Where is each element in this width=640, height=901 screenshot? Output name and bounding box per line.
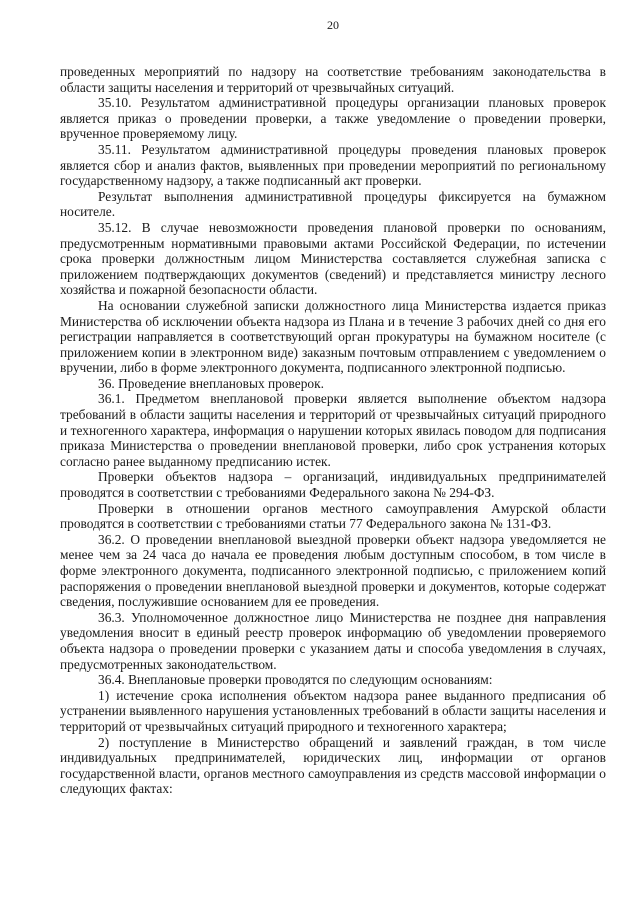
paragraph-exclusion-order: На основании служебной записки должностного лица Министерства издается приказ Министерства об исключении объекта надзора из Плана и в течение 3 рабочих дней со дня его регистрации направляется в соответствующий орган прокуратуры на бумажном носителе (с приложением копии в электронном виде) заказным почтовым отправлением с уведомлением о вручении, либо в форме электронного документа, подписанного электронной подписью. — [60, 297, 606, 376]
list-item-2: 2) поступление в Министерство обращений и заявлений граждан, в том числе индивидуальных предпринимателей, юридических лиц, информации от органов государственной власти, органов местного самоуправления из средств массовой информации о следующих фактах: — [60, 734, 606, 797]
section-heading-36: 36. Проведение внеплановых проверок. — [98, 375, 324, 391]
paragraph-35-11: 35.11. Результатом административной процедуры проведения плановых проверок является сбор и анализ фактов, выявленных при проведении мероприятий по региональному государственному надзору, а также подписанный акт проверки. — [60, 141, 606, 189]
list-item-1: 1) истечение срока исполнения объектом надзора ранее выданного предписания об устранении выявленного нарушения установленных требований в области защиты населения и территорий от чрезвычайных ситуаций природного и техногенного характера; — [60, 687, 606, 734]
document-page — [60, 18, 606, 797]
paragraph-organizations-inspections: Проверки объектов надзора – организаций, индивидуальных предпринимателей проводятся в соответствии с требованиями Федерального закона № 294-ФЗ. — [60, 469, 606, 501]
page-number: 20 — [327, 18, 339, 32]
paragraph-35-10: 35.10. Результатом административной процедуры организации плановых проверок является приказ о проведении проверки, а также уведомление о проведении проверки, врученное проверяемому лицу. — [60, 95, 606, 142]
paragraph-35-12: 35.12. В случае невозможности проведения плановой проверки по основаниям, предусмотренным нормативными правовыми актами Российской Федерации, по истечении срока проверки должностным лицом Министерства составляется служебная записка с приложением подтверждающих документов (сведений) и представляется министру лесного хозяйства и пожарной безопасности области. — [60, 219, 606, 298]
paragraph-result-recording: Результат выполнения административной процедуры фиксируется на бумажном носителе. — [60, 188, 606, 220]
paragraph-local-government-inspections: Проверки в отношении органов местного самоуправления Амурской области проводятся в соответствии с требованиями статьи 77 Федерального закона № 131-ФЗ. — [60, 500, 606, 532]
paragraph-36-2: 36.2. О проведении внеплановой выездной проверки объект надзора уведомляется не менее чем за 24 часа до начала ее проведения любым доступным способом, в том числе в форме электронного документа, подписанного электронной подписью, с приложением копий распоряжения о проведении внеплановой выездной проверки и документов, которые содержат сведения, послужившие основанием для ее проведения. — [60, 531, 606, 610]
paragraph-continuation: проведенных мероприятий по надзору на соответствие требованиям законодательства в области защиты населения и территорий от чрезвычайных ситуаций. — [60, 64, 606, 95]
paragraph-36-1: 36.1. Предметом внеплановой проверки является выполнение объектом надзора требований в области защиты населения и территорий от чрезвычайных ситуаций природного и техногенного характера, информация о нарушении которых явилась поводом для подписания приказа Министерства о проведении внеплановой проверки, либо срок устранения которых согласно ранее выданному предписанию истек. — [60, 391, 606, 469]
paragraph-36-3: 36.3. Уполномоченное должностное лицо Министерства не позднее дня направления уведомления вносит в единый реестр проверок информацию об уведомлении проверяемого объекта надзора о проведении проверки с указанием даты и способа уведомления в случаях, предусмотренных законодательством. — [60, 609, 606, 672]
paragraph-36-4: 36.4. Внеплановые проверки проводятся по следующим основаниям: — [98, 672, 493, 688]
